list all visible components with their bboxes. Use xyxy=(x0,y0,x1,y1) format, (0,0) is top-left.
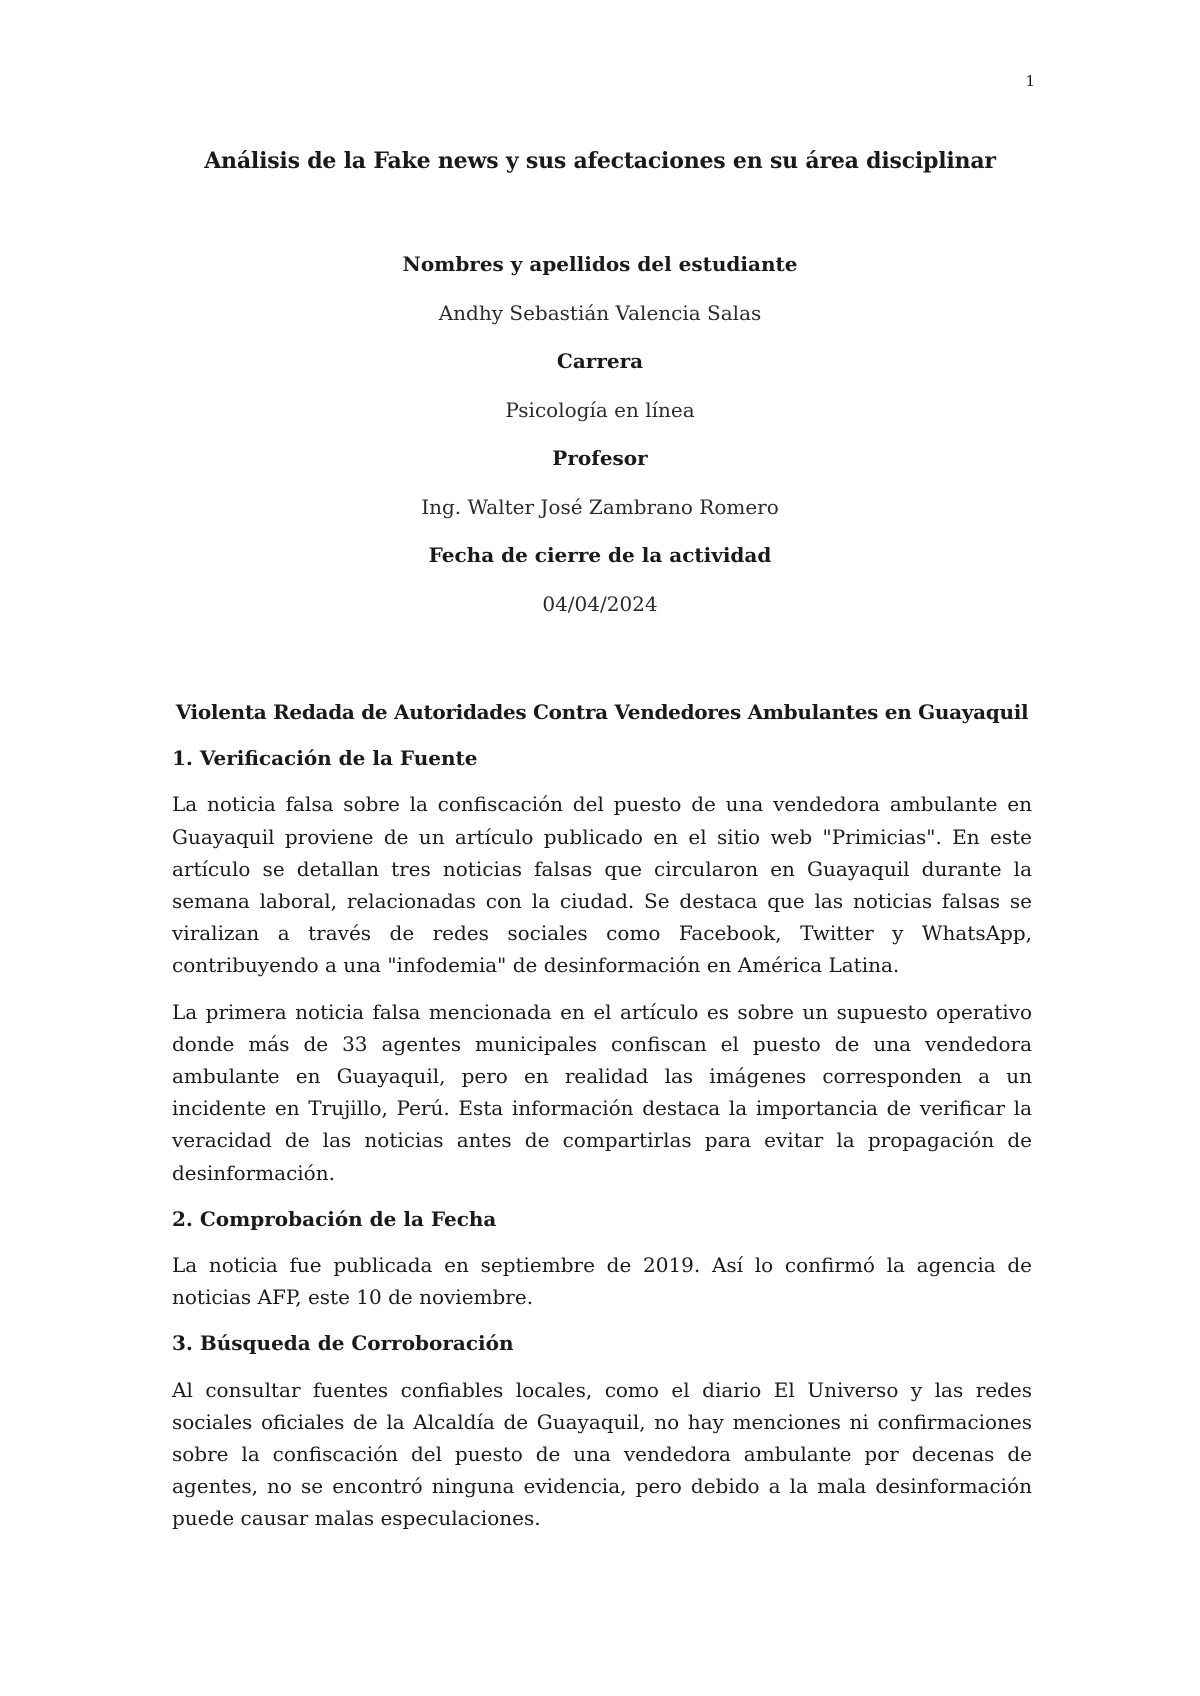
professor-label: Profesor xyxy=(552,446,648,470)
section-heading-corroboration: 3. Búsqueda de Corroboración xyxy=(172,1331,514,1356)
career-label: Carrera xyxy=(556,349,644,373)
paragraph-source-1: La noticia falsa sobre la confiscación del puesto de una vendedora ambulante en Guayaquil proviene de un artículo publicado en el sitio web "Primicias". En este artículo se detallan tres noticias falsas que circularon en Guayaquil durante la semana laboral, relacionadas con la ciudad. Se destaca que las noticias falsas se viralizan a través de redes sociales como Facebook, Twitter y WhatsApp, contribuyendo a una "infodemia" de desinformación en América Latina. xyxy=(172,792,1032,978)
career-value: Psicología en línea xyxy=(505,397,695,422)
student-name: Andhy Sebastián Valencia Salas xyxy=(438,300,762,325)
news-title: Violenta Redada de Autoridades Contra Vendedores Ambulantes en Guayaquil xyxy=(175,700,1029,724)
paragraph-date-1: La noticia fue publicada en septiembre de 2019. Así lo confirmó la agencia de noticias AFP, este 10 de noviembre. xyxy=(172,1253,1032,1310)
section-heading-date: 2. Comprobación de la Fecha xyxy=(172,1206,497,1231)
date-value: 04/04/2024 xyxy=(542,591,658,616)
student-label: Nombres y apellidos del estudiante xyxy=(402,252,798,276)
paragraph-source-2: La primera noticia falsa mencionada en el artículo es sobre un supuesto operativo donde más de 33 agentes municipales confiscan el puesto de una vendedora ambulante en Guayaquil, pero en realidad las imágenes corresponden a un incidente en Trujillo, Perú. Esta información destaca la importancia de verificar la veracidad de las noticias antes de compartirlas para evitar la propagación de desinformación. xyxy=(172,999,1032,1185)
paragraph-corroboration-1: Al consultar fuentes confiables locales, como el diario El Universo y las redes sociales oficiales de la Alcaldía de Guayaquil, no hay menciones ni confirmaciones sobre la confiscación del puesto de una vendedora ambulante por decenas de agentes, no se encontró ninguna evidencia, pero debido a la mala desinformación puede causar malas especulaciones. xyxy=(172,1377,1032,1531)
cover-info xyxy=(0,252,1200,640)
date-label: Fecha de cierre de la actividad xyxy=(428,543,772,567)
article-body xyxy=(172,696,1032,1549)
section-heading-source: 1. Verificación de la Fuente xyxy=(172,746,478,771)
professor-value: Ing. Walter José Zambrano Romero xyxy=(421,494,779,519)
document-title: Análisis de la Fake news y sus afectaciones en su área disciplinar xyxy=(204,148,996,174)
page-number: 1 xyxy=(1025,72,1035,90)
